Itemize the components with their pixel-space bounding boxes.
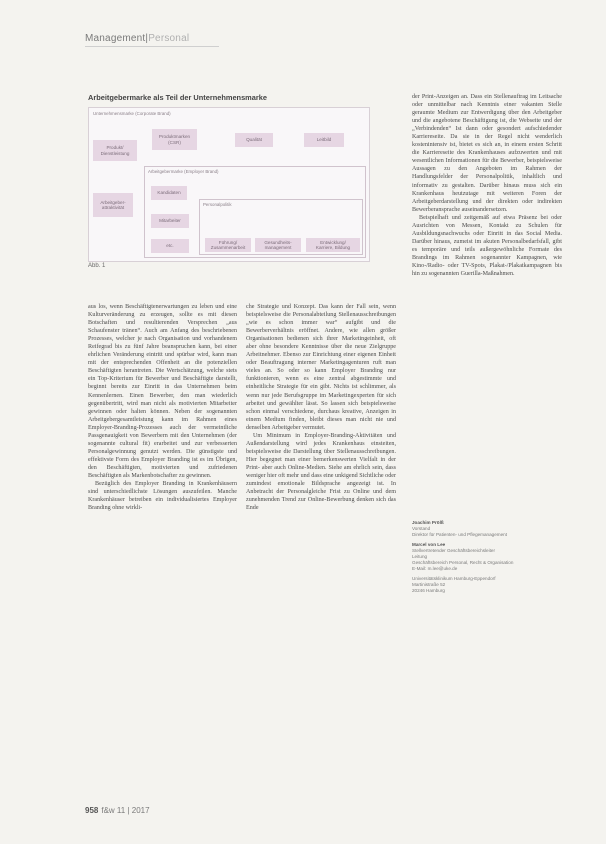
author-block-3 bbox=[412, 576, 552, 594]
paragraph: aus los, wenn Beschäftigtenerwartungen zu leben und eine Kulturveränderung zu erzeugen, sollte es mit diesen Botschaften und resultierenden Versprechen „aus Schaufenster tränen“. Auch am Anfang des beschriebenen Prozesses, welcher je nach Organisation und vorhandenem Reifegrad bis zu fünf Jahre beanspruchen kann, bei einer ehrlichen Veränderung eintritt und spürbar wird, kann man mit der entsprechenden Offenheit an die potenziellen Beschäftigten herantreten. Die Wertschätzung, welche stets ein Top-Kriterium für Bewerber und Beschäftigte darstellt, beginnt bereits zur Einritt in das Unternehmen beim Kennenlernen. Einen Bewerber, den man wiederlich gegenübertritt, wird man nicht als motivierten Mitarbeiter gewinnen oder halten können. Neben der sogenannten Arbeitgebergesamtleistung kann im Rahmen eines Employer-Branding-Prozesses auch der vermeintliche Passgenauigkeit von Bewerbern mit den Unternehmen (der sogenannte cultural fit) erarbeitet und zur verbesserten Personalgewinnung genutzt werden. Die günstigste und effektivste Form des Employer Branding ist es im Übrigen, den Beschäftigten, motivierten und zufriedenen Beschäftigten als Markenbotschafter zu gewinnen. bbox=[88, 304, 237, 479]
author-line: Geschäftsbereich Personal, Recht & Organisation bbox=[412, 560, 514, 565]
employer-box-1: Kandidaten bbox=[151, 186, 187, 200]
figure-title: Arbeitgebermarke als Teil der Unternehmensmarke bbox=[88, 93, 267, 102]
author-name: Marcel von Lee bbox=[412, 542, 446, 547]
text-column-3 bbox=[412, 93, 562, 278]
corporate-box-2: Qualität bbox=[235, 133, 273, 147]
journal-name: f&w 11 | 2017 bbox=[101, 806, 150, 815]
text-column-1 bbox=[88, 303, 237, 512]
header-subsection: Personal bbox=[148, 33, 190, 44]
header-section: Management bbox=[85, 33, 146, 44]
author-block-1 bbox=[412, 520, 552, 538]
employer-label: Arbeitgebermarke (Employer Brand) bbox=[148, 169, 219, 174]
employer-box-2: Mitarbeiter bbox=[151, 214, 189, 228]
figure-diagram bbox=[88, 107, 370, 262]
paragraph: che Strategie und Konzept. Das kann der Fall sein, wenn beispielsweise die Personalabteilung Stellenausschreibungen „wie es schon immer war“ aufgibt und die Bewerberverhältnis eröffnet. Andere, wie allen größer Organisationen bedienen sich ihrer Marketingeinheit, oft aber ohne besondere Kenntnisse über die neue Zielgruppe Arbeitnehmer. Ebenso zur Einrichtung einer eigenen Einheit oder Beauftragung interner Marketingagenturen ruft man vieles an. So oder so kann Employer Branding nur funktionieren, wenn es eine zentral abgestimmte und einheitliche Strategie für ein gibt. Nichts ist schlimmer, als wenn nur jede Berufsgruppe im Marketingexperten für sich arbeitet und gewählter lässt. So lassen sich beispielsweise schon einmal verschiedene, durchaus kreative, Anzeigen in einem Medium finden, bleibt dieses man nicht nie und denselben Arbeitgeber vermutet. bbox=[246, 304, 396, 431]
figure-caption: Abb. 1 bbox=[88, 263, 106, 269]
author-line: Universitätsklinikum Hamburg-Eppendorf bbox=[412, 576, 496, 581]
outer-label: Unternehmensmarke (Corporate Brand) bbox=[93, 111, 171, 116]
page-number: 958 bbox=[85, 806, 99, 815]
author-name: Joachim Prölß bbox=[412, 520, 444, 525]
page-footer bbox=[85, 806, 150, 815]
personal-box-3: Entwicklung/ Karriere, Bildung bbox=[306, 238, 360, 252]
author-line: Martinistraße 52 bbox=[412, 582, 446, 587]
text-column-2 bbox=[246, 303, 396, 512]
paragraph: Um Minimum in Employer-Branding-Aktivitäten und Außendarstellung wird jedes Krankenhaus einsteiten, beispielsweise die Darstellung über Stellenausschreibungen. Hier begegnet man einer bemerkenswerten Vielfalt in der Print- aber auch Online-Medien. Siehe am ehrlich sein, dass weniger hier oft mehr und dass eine unkigend Sichtliche oder zumindest emotionale Bildsprache angezeigt ist. In Anbetracht der Personalgleiche Frist zu Online und dem zunehmenden Trend zur Online-Bewerbung denken sich das Ende bbox=[246, 432, 396, 512]
author-line: Leitung bbox=[412, 554, 428, 559]
arbeitgeber-box: Arbeitgeber- attraktivität bbox=[93, 193, 133, 217]
product-brand-box: Produkt/ Dienstleistung bbox=[93, 140, 137, 161]
author-email: E-Mail: m.lee@uke.de bbox=[412, 566, 458, 571]
author-line: 20246 Hamburg bbox=[412, 588, 445, 593]
author-line: Direktor für Patienten- und Pflegemanagement bbox=[412, 532, 507, 537]
employer-box-3: etc. bbox=[151, 239, 189, 253]
corporate-box-1: Produktmarken (CSR) bbox=[152, 129, 197, 150]
running-header bbox=[85, 33, 189, 44]
personal-box-2: Gesundheits- management bbox=[255, 238, 301, 252]
corporate-box-3: Leitbild bbox=[304, 133, 344, 147]
header-rule bbox=[85, 46, 219, 47]
personal-label: Personalpolitik bbox=[203, 202, 232, 207]
header-separator: | bbox=[145, 33, 149, 44]
author-line: Stellvertretender Geschäftsbereichsleiter bbox=[412, 548, 495, 553]
paragraph: der Print-Anzeigen an. Dass ein Stellenauftrag im Leitsache oder unmittelbar nach Kenntnis einer vakanten Stelle geraumte Medium zur Entwerdigung über den Arbeitgeber und die angebotene Beschäftigung ist, die Webseite und der „Verbindenden“ Ist dann oder gesondert aufschiedender Karriereseite. Da sie in der Regel nicht wenderlich kostenintensiv ist, bietet es sich an, in einem ersten Schritt die Karriereseite des Krankenhauses aufzuwerten und mit wesentlichen Informationen für die Bewerber, beispielsweise Aussagen zu den Angeboten im Rahmen der Handlungsfelder der Personalpolitik, inhaltlich und informativ zu gestalten. Darüber hinaus muss sich ein Krankenhaus heutzutage mit weiteren Foren der Arbeitgeberdarstellung und der direkten oder indirekten Bewerberansprache auseinandersetzen. bbox=[412, 94, 562, 213]
paragraph: Bezüglich des Employer Branding in Krankenhäusern sind unterschiedlichste Lösungen auszufeilen. Manche Krankenhäuser betreiben ein individualisiertes Employer Branding ohne wirkli- bbox=[88, 481, 237, 512]
personal-box-1: Führung/ Zusammenarbeit bbox=[205, 238, 251, 252]
paragraph: Beispielhaft und zeitgemäß auf etwa Präsenz bei oder Ausrichten von Messen, Kontakt zu Schulen für Ausbildungsnachwuchs oder Einritt in das Social Media. Darüber hinaus, zumeist im akuten Personalbedarfsfall, gibt es temporäre und teils außergewöhnliche Formate des Brandings im Rahmen sogenannter Kampagnen, wie Kino-/Radio- oder TV-Spots, Plakat-/Plakatkampagnen bis hin zu sogenannten Guerilla-Maßnahmen. bbox=[412, 214, 562, 278]
author-block-2 bbox=[412, 542, 552, 572]
author-box bbox=[412, 520, 552, 598]
author-line: Vorstand bbox=[412, 526, 431, 531]
